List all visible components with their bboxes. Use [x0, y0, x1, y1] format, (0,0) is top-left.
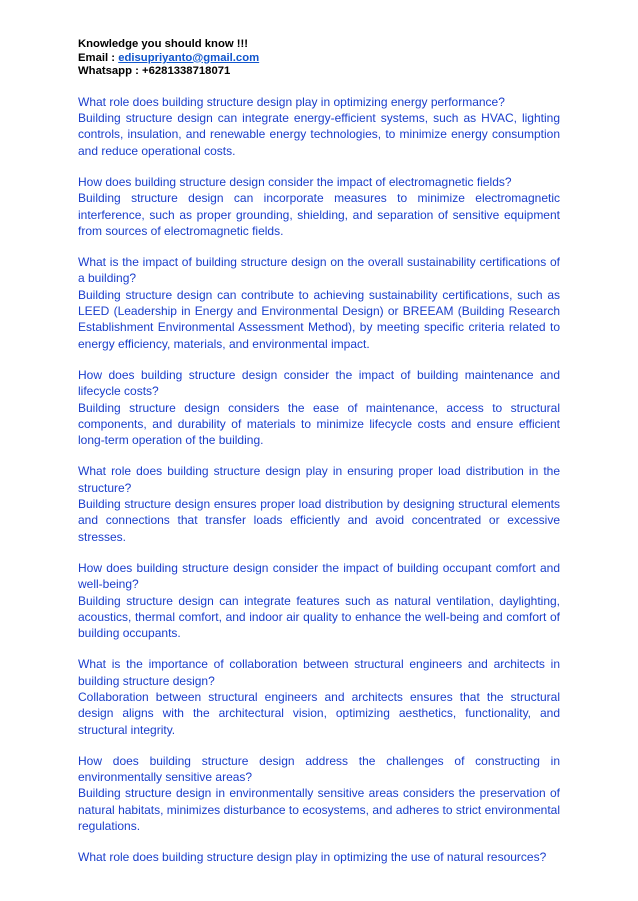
qa-item [78, 463, 560, 544]
document-header [78, 38, 560, 79]
question: What is the impact of building structure design on the overall sustainability certifications of a building? [78, 255, 560, 286]
answer: Collaboration between structural engineers and architects ensures that the structural design aligns with the architectural vision, optimizing aesthetics, functionality, and structural integrity. [78, 689, 560, 737]
question: What role does building structure design play in optimizing the use of natural resources? [78, 850, 547, 865]
question: What role does building structure design play in ensuring proper load distribution in the structure? [78, 464, 560, 495]
qa-item [78, 656, 560, 737]
question: How does building structure design consider the impact of electromagnetic fields? [78, 174, 512, 189]
header-title: Knowledge you should know !!! [78, 38, 249, 50]
qa-item [78, 254, 560, 352]
qa-item [78, 560, 560, 641]
qa-item [78, 94, 560, 159]
qa-item [78, 367, 560, 448]
email-label: Email : [78, 51, 119, 64]
answer: Building structure design considers the ease of maintenance, access to structural components, and durability of materials to minimize lifecycle costs and ensure efficient long-term operation of the building. [78, 400, 560, 448]
question: How does building structure design consider the impact of building maintenance and lifecycle costs? [78, 367, 560, 399]
question: How does building structure design consider the impact of building occupant comfort and well-being? [78, 560, 560, 592]
header-email-line [78, 52, 560, 66]
header-whatsapp: Whatsapp : +6281338718071 [78, 65, 231, 78]
question: What is the importance of collaboration between structural engineers and architects in building structure design? [78, 657, 560, 688]
qa-item [78, 849, 560, 865]
question: What role does building structure design play in optimizing energy performance? [78, 94, 505, 109]
email-link[interactable]: edisupriyanto@gmail.com [118, 51, 260, 64]
answer: Building structure design can incorporate measures to minimize electromagnetic interference, such as proper grounding, shielding, and separation of sensitive equipment from sources of electromagnetic fields. [78, 191, 560, 238]
qa-item [78, 753, 560, 834]
question: How does building structure design address the challenges of constructing in environmentally sensitive areas? [78, 753, 560, 785]
answer: Building structure design can contribute to achieving sustainability certifications, such as LEED (Leadership in Energy and Environmental Design) or BREEAM (Building Research Establishment Environmental Assessment Method), by meeting specific criteria related to energy efficiency, materials, and environmental impact. [78, 287, 560, 351]
answer: Building structure design ensures proper load distribution by designing structural elements and connections that transfer loads efficiently and avoid concentrated or excessive stresses. [78, 497, 560, 544]
qa-item [78, 174, 560, 239]
qa-list [78, 94, 560, 866]
answer: Building structure design can integrate features such as natural ventilation, daylighting, acoustics, thermal comfort, and indoor air quality to enhance the well-being and comfort of building occupants. [78, 593, 560, 641]
answer: Building structure design in environmentally sensitive areas considers the preservation of natural habitats, minimizes disturbance to ecosystems, and adheres to strict environmental regulations. [78, 786, 560, 834]
answer: Building structure design can integrate energy-efficient systems, such as HVAC, lighting controls, insulation, and renewable energy technologies, to minimize energy consumption and reduce operational costs. [78, 111, 560, 158]
